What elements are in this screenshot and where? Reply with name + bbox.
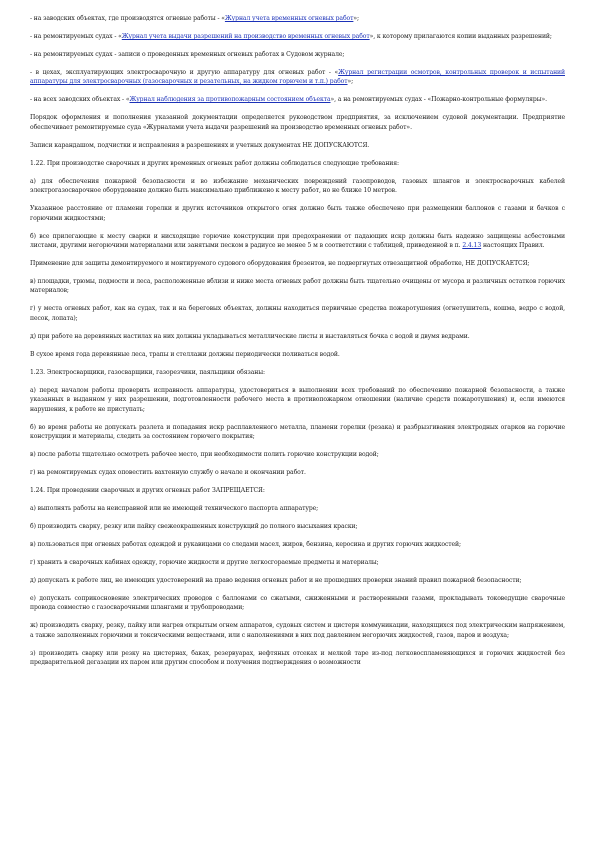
paragraph-text: е) допускать соприкосновение электрических проводов с баллонами со сжатыми, сжиженными и растворенными газами, прокладывать токоведущие сварочные провода совместно с газосварочными шлангами и трубопроводами; <box>30 595 565 612</box>
paragraph <box>30 386 565 414</box>
paragraph <box>30 32 565 41</box>
paragraph-text: - на заводских объектах, где производятся огневые работы - « <box>30 15 225 22</box>
paragraph-text: в) пользоваться при огневых работах одеждой и рукавицами со следами масел, жиров, бензина, керосина и других горючих жидкостей; <box>30 541 461 549</box>
document-link[interactable]: Журнал учета временных огневых работ <box>224 15 354 22</box>
paragraph-text: ж) производить сварку, резку, пайку или нагрев открытым огнем аппаратов, судовых систем и цистерн коммуникации, находящихся под электрическим напряжением, а также заполненных горючими и токсическими веществами, или с наполнениями в них под давлением негорючих жидкостей, газов, паров и воздуха; <box>30 622 565 639</box>
paragraph-text: а) перед началом работы проверить исправность аппаратуры, удостовериться в выполнении всех требований по обеспечению пожарной безопасности, а также указанных в выданном у них разрешении, подготовленности рабочего места в противопожарном отношении (наличие средств пожаротушения) и, если имеются нарушения, к работе не приступать; <box>30 386 565 413</box>
document-link[interactable]: Журнал наблюдения за противопожарным состоянием объекта <box>129 96 331 104</box>
paragraph <box>30 368 565 377</box>
paragraph-text: », а на ремонтируемых судах - «Пожарно-контрольные формуляры». <box>330 96 547 104</box>
paragraph <box>30 68 565 87</box>
paragraph-text: »; <box>353 15 359 22</box>
paragraph-text: Применение для защиты демонтируемого и монтируемого судового оборудования брезентов, не подвергнутых отвезащитной обработке, НЕ ДОПУСКАЕТСЯ; <box>30 260 530 268</box>
paragraph <box>30 50 565 59</box>
paragraph-text: »; <box>347 78 354 86</box>
paragraph-text: 1.24. При проведении сварочных и других огневых работ ЗАПРЕЩАЕТСЯ: <box>30 487 265 495</box>
paragraph-text: Записи карандашом, подчистки и исправления в разрешениях и учетных документах НЕ ДОПУСКАЮТСЯ. <box>30 141 370 149</box>
paragraph-text: - на всех заводских объектах - « <box>30 96 130 104</box>
paragraph-text: а) для обеспечения пожарной безопасности и во избежание механических повреждений газопроводов, газовых шлангов и электросварочных кабелей электрогазосварочное оборудование должно быть максимально приближено к месту работ, но не ближе 10 метров. <box>30 177 565 195</box>
paragraph <box>30 113 565 132</box>
paragraph <box>30 277 565 296</box>
paragraph <box>30 450 565 459</box>
paragraph <box>30 504 565 513</box>
document-link[interactable]: Журнал регистрации осмотров, контрольных проверок и испытаний аппаратуры для электросварочных (газосварочных и резательных, на жидком горючем и т.п.) работ <box>30 69 565 86</box>
paragraph <box>30 259 565 268</box>
paragraph <box>30 594 565 613</box>
paragraph <box>30 350 565 359</box>
paragraph-text: 1.23. Электросварщики, газосварщики, газорезчики, паяльщики обязаны: <box>30 368 265 376</box>
paragraph-text: в) площадки, трюмы, подмости и леса, расположенные вблизи и ниже места огневых работ должны быть тщательно очищены от мусора и различных остатков горючих материалов; <box>30 278 565 295</box>
paragraph-text: г) на ремонтируемых судах оповестить вахтенную службу о начале и окончании работ. <box>30 469 306 477</box>
paragraph <box>30 95 565 104</box>
paragraph-text: г) хранить в сварочных кабинах одежду, горючие жидкости и другие легкосгораемые предметы и материалы; <box>30 559 379 567</box>
paragraph-text: 1.22. При производстве сварочных и других временных огневых работ должны соблюдаться следующие требования: <box>30 159 399 167</box>
paragraph <box>30 468 565 477</box>
paragraph <box>30 204 565 223</box>
paragraph-text: - на ремонтируемых судах - « <box>30 33 122 40</box>
paragraph-text: Указанное расстояние от пламени горелки и других источников открытого огня должно быть также обеспечено при размещении баллонов с газами и бачков с горючими жидкостями; <box>30 205 565 222</box>
paragraph <box>30 304 565 323</box>
paragraph-text: а) выполнять работы на неисправной или не имеющей технического паспорта аппаратуре; <box>30 505 319 513</box>
paragraph-text: В сухое время года деревянные леса, трапы и стеллажи должны периодически поливаться водой. <box>30 350 340 358</box>
document-link[interactable]: Журнал учета выдачи разрешений на производство временных огневых работ <box>121 33 370 40</box>
paragraph-text: д) при работе на деревянных настилах на них должны укладываться металлические листы и выставляться бочка с водой и двумя ведрами. <box>30 332 470 340</box>
paragraph <box>30 522 565 531</box>
paragraph <box>30 14 565 23</box>
paragraph <box>30 540 565 549</box>
paragraph <box>30 621 565 640</box>
paragraph-text: г) у места огневых работ, как на судах, так и на береговых объектах, должны находиться первичные средства пожаротушения (огнетушитель, кошма, ведро с водой, песок, лопата); <box>30 305 565 322</box>
paragraph-text: Порядок оформления и пополнения указанной документации определяется руководством предприятия, за исключением судовой документации. Предприятие обеспечивает ремонтируемые суда «Журналами учета выдачи разрешений на производство временных огневых работ». <box>30 114 565 131</box>
document-link[interactable]: 2.4.13 <box>462 242 482 250</box>
paragraph-text: д) допускать к работе лиц, не имеющих удостоверений на право ведения огневых работ и не прошедших проверки знаний правил пожарной безопасности; <box>30 577 522 585</box>
paragraph <box>30 232 565 251</box>
paragraph-text: настоящих Правил. <box>481 242 545 250</box>
paragraph <box>30 159 565 168</box>
paragraph <box>30 141 565 150</box>
paragraph <box>30 486 565 495</box>
paragraph-text: - в цехах, эксплуатирующих электросварочную и другую аппаратуру для огневых работ - « <box>30 69 339 76</box>
paragraph-text: б) все прилегающие к месту сварки и нисходящие горючие конструкции при предохранении от падающих искр должны быть надежно защищены асбестовыми листами, другими негорючими материалами или занятыми песком в радиусе не менее 5 м в соответствии с таблицей, приведенной в п. <box>30 232 565 250</box>
paragraph-text: - на ремонтируемых судах - записи о проведенных временных огневых работах в Судовом журнале; <box>30 51 345 58</box>
paragraph-text: б) во время работы не допускать разлета и попадания искр расплавленного металла, пламени горелки (резака) и разбрызгивания электродных огарков на горючие конструкции и материалы, следить за состоянием горючего покрытия; <box>30 423 565 441</box>
paragraph <box>30 558 565 567</box>
paragraph-text: », к которому прилагаются копии выданных разрешений; <box>369 33 552 40</box>
paragraph-text: в) после работы тщательно осмотреть рабочее место, при необходимости полить горючие конструкции водой; <box>30 451 379 459</box>
paragraph <box>30 576 565 585</box>
paragraph <box>30 177 565 196</box>
paragraph <box>30 332 565 341</box>
paragraph-text: б) производить сварку, резку или пайку свежеокрашенных конструкций до полного высыхания краски; <box>30 523 358 531</box>
paragraph <box>30 649 565 668</box>
paragraph <box>30 423 565 442</box>
paragraph-text: з) производить сварку или резку на цистернах, баках, резервуарах, нефтяных отсеках и мелкой таре из-под легковоспламеняющихся и горючих жидкостей без предварительной дегазации их паром или другим способом и получения подтверждения о возможности <box>30 649 565 667</box>
